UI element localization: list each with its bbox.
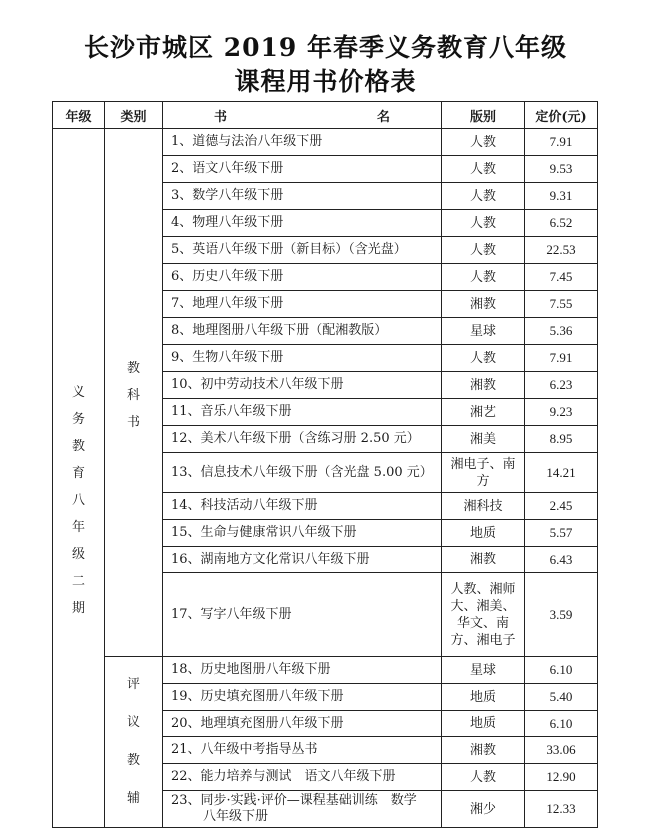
price-table <box>52 101 598 828</box>
header-book-name-part1: 书 <box>213 109 227 125</box>
book-name-cell <box>163 318 442 345</box>
price-cell: 3.59 <box>525 573 598 657</box>
book-name: 4、物理八年级下册 <box>171 215 284 230</box>
book-name: 6、历史八年级下册 <box>171 269 284 284</box>
publisher-cell: 湘教 <box>442 547 525 573</box>
book-name: 7、地理八年级下册 <box>171 296 284 311</box>
book-name-cell <box>163 372 442 399</box>
grade-label: 义务教育八年级二期 <box>71 385 85 616</box>
book-name-cell <box>163 493 442 520</box>
book-name-cell <box>163 156 442 183</box>
publisher-cell: 湘电子、南方 <box>442 453 525 493</box>
book-name-cell <box>163 291 442 318</box>
publisher-cell: 湘教 <box>442 291 525 318</box>
price-cell: 5.36 <box>525 318 598 345</box>
book-name: 2、语文八年级下册 <box>171 161 284 176</box>
header-price: 定价(元) <box>525 102 598 129</box>
publisher-cell: 星球 <box>442 657 525 684</box>
book-name: 9、生物八年级下册 <box>171 350 284 365</box>
price-cell: 6.43 <box>525 547 598 573</box>
book-name: 18、历史地图册八年级下册 <box>171 662 331 677</box>
price-cell: 33.06 <box>525 737 598 764</box>
book-name-cell <box>163 684 442 711</box>
header-row <box>53 102 598 129</box>
price-cell: 8.95 <box>525 426 598 453</box>
book-name-cell <box>163 547 442 573</box>
book-name: 22、能力培养与测试 语文八年级下册 <box>171 769 396 784</box>
table-row <box>53 657 598 684</box>
category-label: 教科书 <box>126 361 140 430</box>
header-book-name-part2: 名 <box>377 109 391 125</box>
book-name: 12、美术八年级下册（含练习册 2.50 元） <box>171 431 420 446</box>
price-cell: 9.53 <box>525 156 598 183</box>
publisher-cell: 湘教 <box>442 372 525 399</box>
publisher-cell: 人教 <box>442 129 525 156</box>
header-grade: 年级 <box>53 102 105 129</box>
book-name-cell <box>163 399 442 426</box>
price-cell: 6.10 <box>525 657 598 684</box>
book-name: 16、湖南地方文化常识八年级下册 <box>171 551 370 567</box>
category-label: 评议教辅 <box>126 677 140 806</box>
publisher-cell: 人教 <box>442 237 525 264</box>
price-cell: 9.31 <box>525 183 598 210</box>
document-title-line2: 课程用书价格表 <box>234 67 417 96</box>
publisher-cell: 地质 <box>442 711 525 737</box>
book-name: 23、同步·实践·评价—课程基础训练 数学 <box>171 793 417 808</box>
publisher-cell: 人教 <box>442 183 525 210</box>
book-name-cell <box>163 737 442 764</box>
book-name: 3、数学八年级下册 <box>171 188 284 203</box>
header-publisher: 版别 <box>442 102 525 129</box>
table-row <box>53 129 598 156</box>
book-name-cell <box>163 711 442 737</box>
price-cell: 6.10 <box>525 711 598 737</box>
header-category: 类别 <box>105 102 163 129</box>
price-cell: 7.91 <box>525 345 598 372</box>
book-name: 20、地理填充图册八年级下册 <box>171 715 344 731</box>
category-cell-0 <box>105 129 163 657</box>
book-name: 17、写字八年级下册 <box>171 606 292 622</box>
book-name-line2: 八年级下册 <box>203 809 269 824</box>
publisher-cell: 地质 <box>442 684 525 711</box>
book-name-cell <box>163 237 442 264</box>
book-name: 13、信息技术八年级下册（含光盘 5.00 元） <box>171 464 433 480</box>
price-cell: 5.40 <box>525 684 598 711</box>
publisher-cell: 人教 <box>442 264 525 291</box>
publisher-cell: 人教 <box>442 210 525 237</box>
book-name: 5、英语八年级下册（新目标）（含光盘） <box>171 242 407 257</box>
book-name-cell <box>163 129 442 156</box>
book-name-cell <box>163 657 442 684</box>
publisher-cell: 湘教 <box>442 737 525 764</box>
book-name: 19、历史填充图册八年级下册 <box>171 689 344 704</box>
price-cell: 6.23 <box>525 372 598 399</box>
price-cell: 7.55 <box>525 291 598 318</box>
publisher-cell: 湘艺 <box>442 399 525 426</box>
publisher-cell: 人教 <box>442 764 525 791</box>
book-name-cell <box>163 520 442 547</box>
book-name: 1、道德与法治八年级下册 <box>171 134 323 149</box>
book-name: 10、初中劳动技术八年级下册 <box>171 377 344 392</box>
price-cell: 22.53 <box>525 237 598 264</box>
book-name: 14、科技活动八年级下册 <box>171 498 318 513</box>
book-name-cell <box>163 264 442 291</box>
book-name: 21、八年级中考指导丛书 <box>171 742 318 757</box>
book-name-cell <box>163 573 442 657</box>
price-cell: 12.90 <box>525 764 598 791</box>
price-cell: 7.91 <box>525 129 598 156</box>
publisher-cell: 地质 <box>442 520 525 547</box>
category-cell-1 <box>105 657 163 828</box>
book-name: 8、地理图册八年级下册（配湘教版） <box>171 323 388 338</box>
book-name-cell <box>163 426 442 453</box>
price-cell: 2.45 <box>525 493 598 520</box>
book-name-cell <box>163 791 442 828</box>
book-name-cell <box>163 764 442 791</box>
price-cell: 7.45 <box>525 264 598 291</box>
price-cell: 6.52 <box>525 210 598 237</box>
book-name: 11、音乐八年级下册 <box>171 404 292 419</box>
publisher-cell: 人教 <box>442 156 525 183</box>
book-name-cell <box>163 453 442 493</box>
book-name-cell <box>163 345 442 372</box>
book-name-cell <box>163 183 442 210</box>
publisher-cell: 湘科技 <box>442 493 525 520</box>
publisher-cell: 湘少 <box>442 791 525 828</box>
price-cell: 12.33 <box>525 791 598 828</box>
book-name: 15、生命与健康常识八年级下册 <box>171 525 357 540</box>
book-name-cell <box>163 210 442 237</box>
header-book-name <box>163 102 442 129</box>
price-cell: 9.23 <box>525 399 598 426</box>
price-cell: 5.57 <box>525 520 598 547</box>
price-cell: 14.21 <box>525 453 598 493</box>
publisher-cell: 人教 <box>442 345 525 372</box>
grade-cell <box>53 129 105 828</box>
document-title-line1: 长沙市城区 2019 年春季义务教育八年级 <box>84 33 567 62</box>
publisher-cell: 湘美 <box>442 426 525 453</box>
publisher-cell: 人教、湘师大、湘美、华文、南方、湘电子 <box>442 573 525 657</box>
publisher-cell: 星球 <box>442 318 525 345</box>
